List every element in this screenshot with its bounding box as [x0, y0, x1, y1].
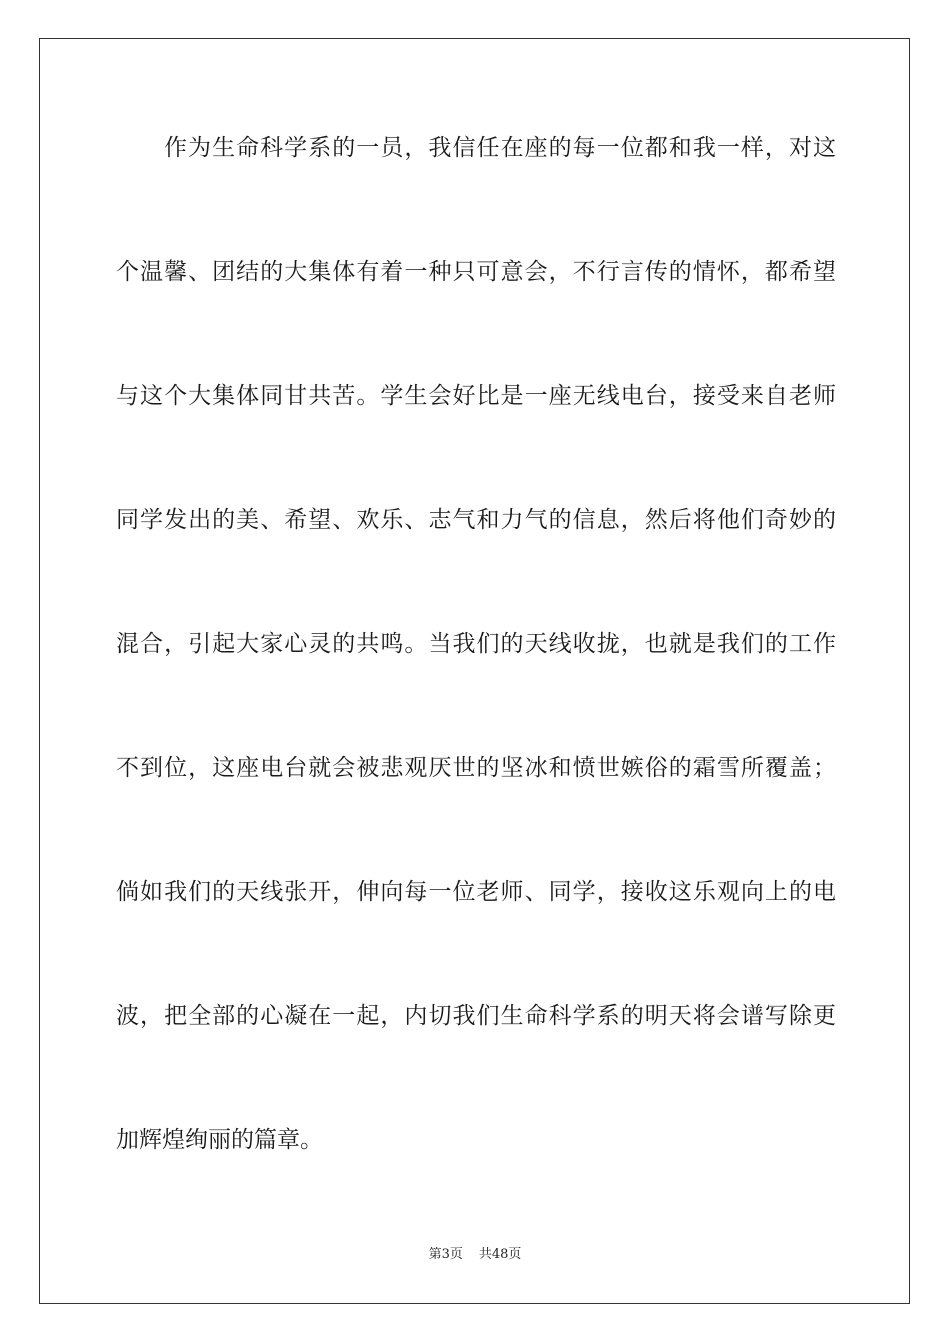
text-line: 同学发出的美、希望、欢乐、志气和力气的信息，然后将他们奇妙的: [116, 507, 836, 533]
text-line: 个温馨、团结的大集体有着一种只可意会，不行言传的情怀，都希望: [116, 259, 836, 285]
text-line: 加辉煌绚丽的篇章。: [116, 1127, 323, 1153]
text-line: 倘如我们的天线张开，伸向每一位老师、同学，接收这乐观向上的电: [116, 879, 836, 905]
page-number: 第3页: [428, 1247, 463, 1262]
text-line: 混合，引起大家心灵的共鸣。当我们的天线收拢，也就是我们的工作: [116, 631, 836, 657]
text-line: 作为生命科学系的一员，我信任在座的每一位都和我一样，对这: [164, 135, 836, 161]
page-total: 共48页: [478, 1247, 522, 1262]
page-border: [39, 38, 910, 1304]
text-line: 不到位，这座电台就会被悲观厌世的坚冰和愤世嫉俗的霜雪所覆盖；: [116, 755, 836, 781]
text-line: 与这个大集体同甘共苦。学生会好比是一座无线电台，接受来自老师: [116, 383, 836, 409]
text-line: 波，把全部的心凝在一起，内切我们生命科学系的明天将会谱写除更: [116, 1003, 836, 1029]
page-footer: [0, 1245, 950, 1265]
